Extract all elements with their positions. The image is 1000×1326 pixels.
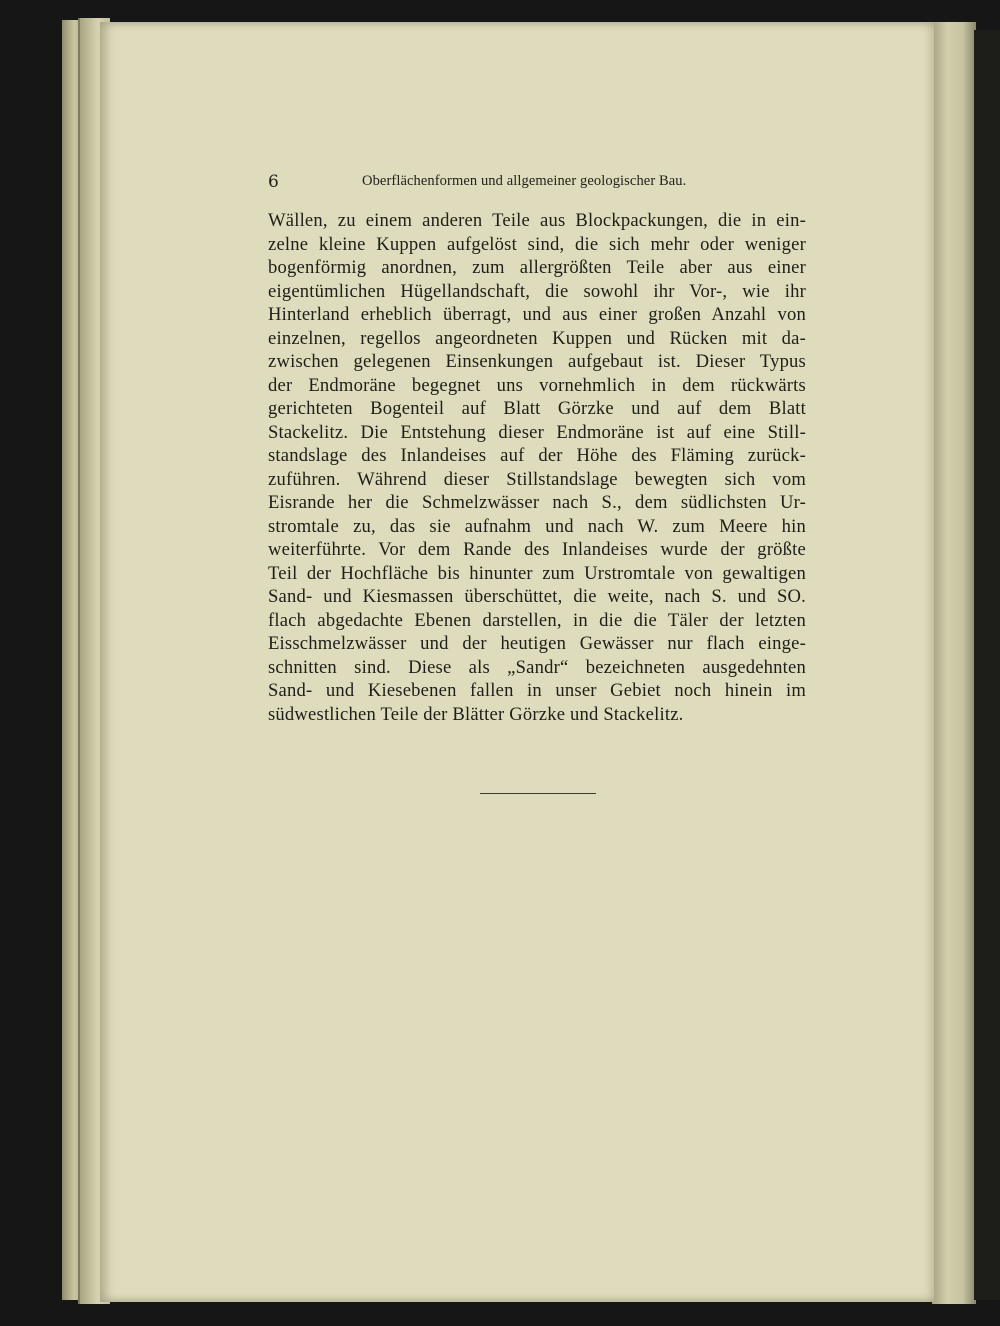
text-line: standslage des Inlandeises auf der Höhe des Fläming zurück- [268, 445, 806, 466]
text-line: Eisschmelzwässer und der heutigen Gewässer nur flach einge- [268, 633, 806, 654]
text-line: Hinterland erheblich überragt, und aus einer großen Anzahl von [268, 304, 806, 325]
text-line: Wällen, zu einem anderen Teile aus Blockpackungen, die in ein- [268, 210, 806, 231]
text-line: weiterführte. Vor dem Rande des Inlandeises wurde der größte [268, 539, 806, 560]
page-number: 6 [268, 172, 279, 192]
text-line: zuführen. Während dieser Stillstandslage bewegten sich vom [268, 468, 806, 490]
text-line: flach abgedachte Ebenen darstellen, in die die Täler der letzten [268, 609, 806, 631]
text-line: Sand- und Kiesmassen überschüttet, die weite, nach S. und SO. [268, 586, 806, 607]
text-line: Teil der Hochfläche bis hinunter zum Urstromtale von gewaltigen [268, 562, 806, 584]
text-line: zwischen gelegenen Einsenkungen aufgebaut ist. Dieser Typus [268, 351, 806, 372]
section-divider [480, 793, 596, 794]
text-line: gerichteten Bogenteil auf Blatt Görzke und auf dem Blatt [268, 398, 806, 419]
text-line: der Endmoräne begegnet uns vornehmlich in dem rückwärts [268, 374, 806, 396]
running-head: Oberflächenformen und allgemeiner geologischer Bau. [362, 173, 687, 189]
next-page-edge [932, 22, 976, 1304]
text-line-last: südwestlichen Teile der Blätter Görzke und Stackelitz. [268, 703, 684, 725]
text-line: einzelnen, regellos angeordneten Kuppen und Rücken mit da- [268, 327, 806, 349]
page-header [268, 172, 808, 194]
text-line: eigentümlichen Hügellandschaft, die sowohl ihr Vor-, wie ihr [268, 280, 806, 302]
text-line: schnitten sind. Diese als „Sandr“ bezeichneten ausgedehnten [268, 656, 806, 678]
text-line: stromtale zu, das sie aufnahm und nach W. zum Meere hin [268, 515, 806, 537]
text-line: Stackelitz. Die Entstehung dieser Endmoräne ist auf eine Still- [268, 421, 806, 443]
text-line: zelne kleine Kuppen aufgelöst sind, die sich mehr oder weniger [268, 233, 806, 255]
text-line: bogenförmig anordnen, zum allergrößten Teile aber aus einer [268, 257, 806, 278]
text-line: Eisrande her die Schmelzwässer nach S., dem südlichsten Ur- [268, 492, 806, 513]
scan-border-right [974, 30, 1000, 1300]
body-paragraph [268, 209, 806, 726]
text-line: Sand- und Kiesebenen fallen in unser Gebiet noch hinein im [268, 680, 806, 701]
